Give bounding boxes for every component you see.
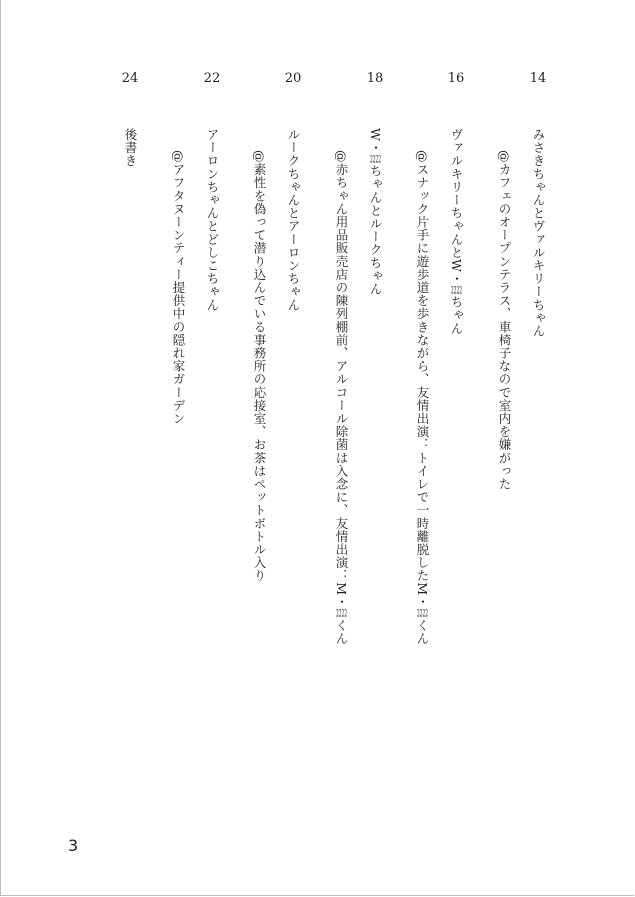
toc-entry-subtitle: @素性を偽って潜り込んでいる事務所の応接室、お茶はペットボトル入り bbox=[252, 150, 267, 583]
toc-entry-title: みさきちゃんとヴァルキリーちゃん bbox=[531, 128, 546, 338]
toc-entry-subtitle: @スナック片手に遊歩道を歩きながら、友情出演：トイレで一時離脱したM・2222くん bbox=[415, 150, 430, 646]
toc-page-number: 20 bbox=[284, 71, 302, 86]
toc-entry[interactable] bbox=[497, 0, 549, 897]
toc-entry[interactable] bbox=[171, 0, 223, 897]
toc-entry-title: W・2222ちゃんとルークちゃん bbox=[368, 128, 383, 296]
toc-entry[interactable] bbox=[334, 0, 386, 897]
toc-page-number: 22 bbox=[203, 71, 221, 86]
toc-entry-subtitle: @カフェのオープンテラス、車椅子なので室内を嫌がった bbox=[497, 150, 512, 491]
toc-entry-subtitle: @アフタヌーンティー提供中の隠れ家ガーデン bbox=[171, 150, 186, 426]
toc-page-number: 24 bbox=[121, 71, 139, 86]
toc-entry-title: アーロンちゃんとどしこちゃん bbox=[205, 128, 220, 312]
toc-entry-title: 後書き bbox=[123, 128, 138, 168]
toc-entry[interactable] bbox=[119, 0, 141, 897]
toc-page-number: 14 bbox=[529, 71, 547, 86]
toc-page-number: 18 bbox=[366, 71, 384, 86]
toc-entry[interactable] bbox=[252, 0, 304, 897]
toc-entry-title: ヴァルキリーちゃんとW・2222ちゃん bbox=[449, 128, 464, 335]
toc-entry[interactable] bbox=[415, 0, 467, 897]
toc-page-number: 16 bbox=[447, 71, 465, 86]
toc-entry-title: ルークちゃんとアーロンちゃん bbox=[286, 128, 301, 312]
page-number: 3 bbox=[68, 836, 79, 855]
toc-entry-subtitle: @赤ちゃん用品販売店の陳列棚前、アルコール除菌は入念に、友情出演：M・2222くん bbox=[334, 150, 349, 646]
